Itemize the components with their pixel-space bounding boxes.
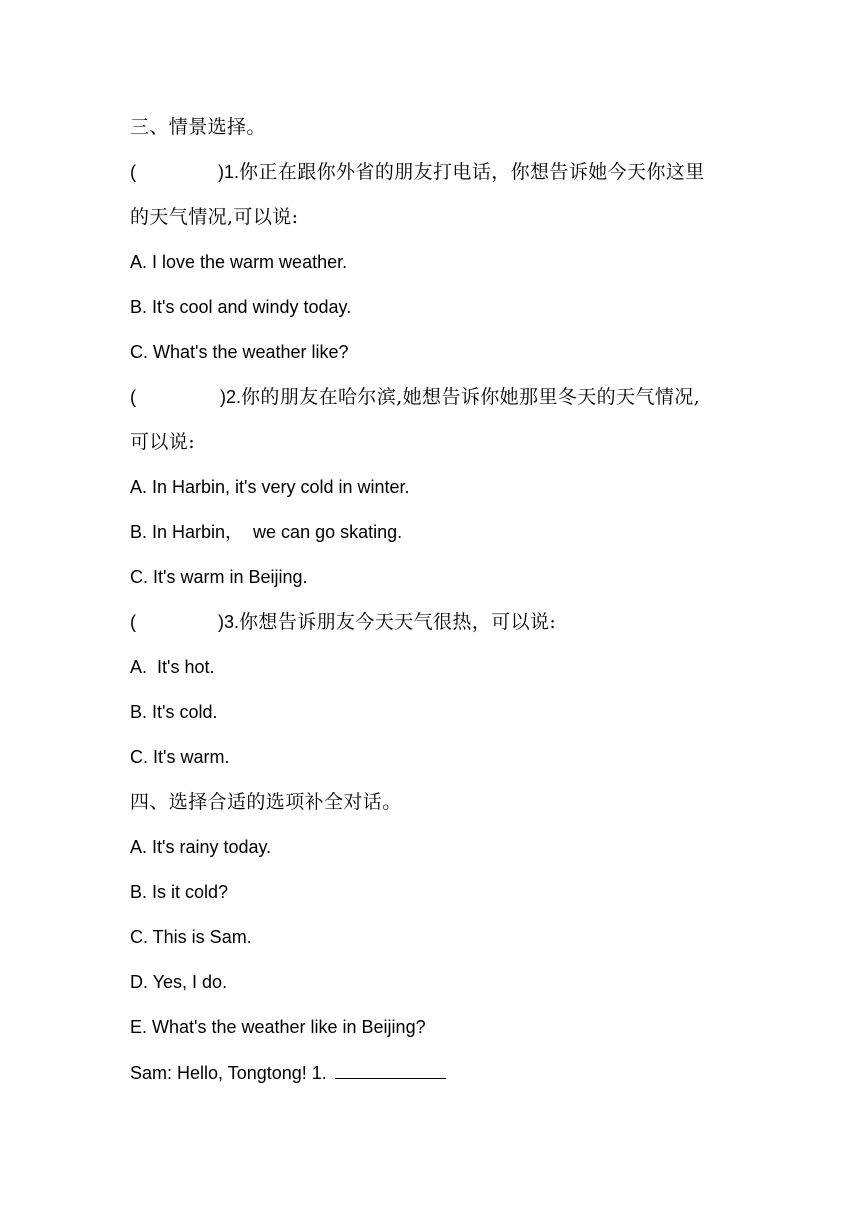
q1-option-c: C. What's the weather like? bbox=[130, 342, 349, 362]
answer-paren-open: ( bbox=[130, 387, 136, 407]
question-prompt: 你正在跟你外省的朋友打电话，你想告诉她今天你这里 bbox=[239, 161, 705, 183]
s4-option-d: D. Yes, I do. bbox=[130, 972, 228, 992]
s4-option-b: B. Is it cold? bbox=[130, 882, 229, 902]
dialogue-line-1 bbox=[130, 1060, 446, 1085]
question-1-line bbox=[130, 160, 705, 184]
q3-option-c: C. It's warm. bbox=[130, 747, 230, 767]
question-2-line bbox=[130, 385, 700, 409]
q3-option-b: B. It's cold. bbox=[130, 702, 218, 722]
q2-option-a: A. In Harbin, it's very cold in winter. bbox=[130, 477, 410, 497]
question-prompt: 你想告诉朋友今天天气很热，可以说: bbox=[239, 611, 557, 633]
q1-option-b: B. It's cool and windy today. bbox=[130, 297, 352, 317]
s4-option-a: A. It's rainy today. bbox=[130, 837, 272, 857]
q1-option-a: A. I love the warm weather. bbox=[130, 252, 348, 272]
q2-option-c: C. It's warm in Beijing. bbox=[130, 567, 308, 587]
question-prompt: 你的朋友在哈尔滨,她想告诉你她那里冬天的天气情况, bbox=[241, 386, 701, 408]
question-3-line bbox=[130, 610, 556, 634]
question-number: )3. bbox=[218, 612, 240, 632]
question-number: )1. bbox=[218, 162, 240, 182]
question-2-prompt-cont: 可以说: bbox=[130, 431, 196, 453]
question-number: )2. bbox=[220, 387, 242, 407]
dialogue-blank-1[interactable] bbox=[335, 1060, 446, 1079]
section4-heading: 四、选择合适的选项补全对话。 bbox=[130, 791, 402, 813]
s4-option-c: C. This is Sam. bbox=[130, 927, 252, 947]
answer-paren-open: ( bbox=[130, 162, 136, 182]
dialogue-text: Sam: Hello, Tongtong! 1. bbox=[130, 1063, 327, 1083]
q2-option-b: B. In Harbin， we can go skating. bbox=[130, 522, 403, 542]
section3-heading: 三、情景选择。 bbox=[130, 116, 266, 138]
question-1-prompt-cont: 的天气情况,可以说: bbox=[130, 206, 299, 228]
s4-option-e: E. What's the weather like in Beijing? bbox=[130, 1017, 426, 1037]
answer-paren-open: ( bbox=[130, 612, 136, 632]
q3-option-a: A. It's hot. bbox=[130, 657, 215, 677]
